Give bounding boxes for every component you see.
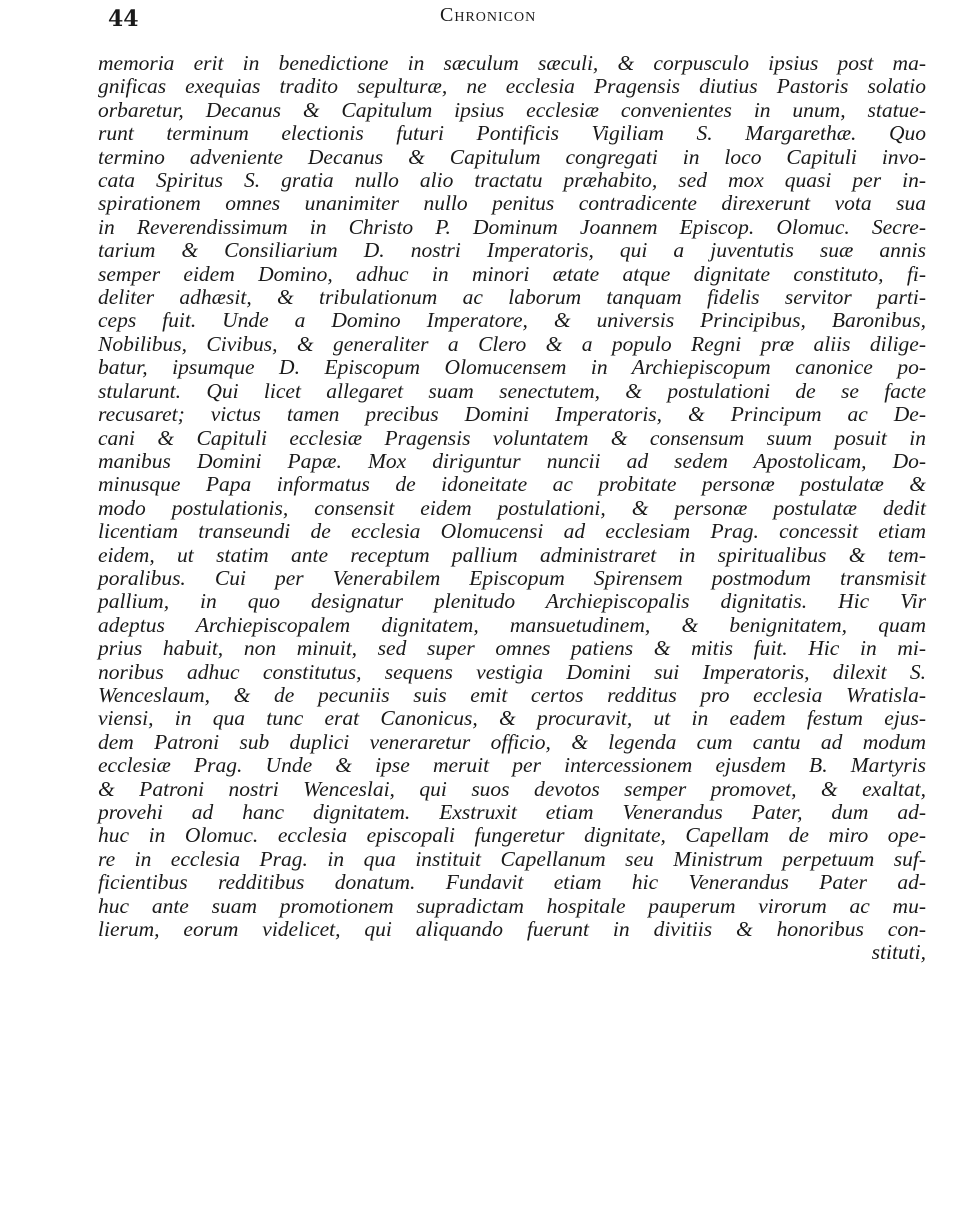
text-line: & Patroni nostri Wenceslai, qui suos devotos semper promovet, & exaltat, bbox=[98, 776, 926, 801]
text-line: orbaretur, Decanus & Capitulum ipsius ecclesiæ convenientes in unum, statue- bbox=[98, 97, 926, 122]
text-line: in Reverendissimum in Christo P. Dominum Joannem Episcop. Olomuc. Secre- bbox=[98, 214, 926, 239]
text-line: stituti, bbox=[871, 940, 926, 965]
text-line: modo postulationis, consensit eidem postulationi, & personæ postulatæ dedit bbox=[98, 495, 926, 520]
text-line: Wenceslaum, & de pecuniis suis emit certos redditus pro ecclesia Wratisla- bbox=[98, 682, 926, 707]
text-line: semper eidem Domino, adhuc in minori ætate atque dignitate constituto, fi- bbox=[98, 261, 926, 286]
text-line: tarium & Consiliarium D. nostri Imperatoris, qui a juventutis suæ annis bbox=[98, 238, 926, 263]
text-line: manibus Domini Papæ. Mox diriguntur nuncii ad sedem Apostolicam, Do- bbox=[98, 448, 926, 473]
text-line: pallium, in quo designatur plenitudo Archiepiscopalis dignitatis. Hic Vir bbox=[98, 589, 926, 614]
text-line: stularunt. Qui licet allegaret suam senectutem, & postulationi de se facte bbox=[98, 378, 926, 403]
text-line: noribus adhuc constitutus, sequens vestigia Domini sui Imperatoris, dilexit S. bbox=[98, 659, 926, 684]
text-line: ficientibus redditibus donatum. Fundavit etiam hic Venerandus Pater ad- bbox=[98, 870, 926, 895]
text-line: provehi ad hanc dignitatem. Exstruxit etiam Venerandus Pater, dum ad- bbox=[98, 800, 926, 824]
text-line: cani & Capituli ecclesiæ Pragensis voluntatem & consensum suum posuit in bbox=[98, 425, 926, 450]
text-line: batur, ipsumque D. Episcopum Olomucensem in Archiepiscopum canonice po- bbox=[98, 355, 926, 380]
text-line: huc in Olomuc. ecclesia episcopali fungeretur dignitate, Capellam de miro ope- bbox=[98, 823, 926, 848]
text-line: deliter adhæsit, & tribulationum ac laborum tanquam fidelis servitor parti- bbox=[98, 285, 926, 310]
running-head: Chronicon bbox=[440, 4, 537, 26]
text-line: huc ante suam promotionem supradictam hospitale pauperum virorum ac mu- bbox=[98, 893, 926, 918]
text-line: termino adveniente Decanus & Capitulum congregati in loco Capituli invo- bbox=[98, 144, 926, 169]
text-line: minusque Papa informatus de idoneitate ac probitate personæ postulatæ & bbox=[98, 472, 926, 497]
text-line: runt terminum electionis futuri Pontificis Vigiliam S. Margarethæ. Quo bbox=[98, 121, 926, 146]
text-line: eidem, ut statim ante receptum pallium administraret in spiritualibus & tem- bbox=[98, 542, 926, 567]
page-number: 44 bbox=[108, 6, 139, 32]
text-line: dem Patroni sub duplici veneraretur officio, & legenda cum cantu ad modum bbox=[98, 729, 926, 754]
page-header bbox=[0, 0, 960, 40]
text-line: cata Spiritus S. gratia nullo alio tractatu præhabito, sed mox quasi per in- bbox=[98, 168, 926, 193]
body-text bbox=[98, 52, 926, 965]
text-line: ecclesiæ Prag. Unde & ipse meruit per intercessionem ejusdem B. Martyris bbox=[98, 753, 926, 778]
text-line: memoria erit in benedictione in sæculum sæculi, & corpusculo ipsius post ma- bbox=[98, 51, 926, 75]
text-line: ceps fuit. Unde a Domino Imperatore, & universis Principibus, Baronibus, bbox=[98, 308, 926, 333]
text-line: recusaret; victus tamen precibus Domini Imperatoris, & Principum ac De- bbox=[98, 402, 926, 427]
text-line: Nobilibus, Civibus, & generaliter a Clero & a populo Regni præ aliis dilige- bbox=[98, 331, 926, 356]
text-line: poralibus. Cui per Venerabilem Episcopum Spirensem postmodum transmisit bbox=[98, 565, 926, 590]
text-line: adeptus Archiepiscopalem dignitatem, mansuetudinem, & benignitatem, quam bbox=[98, 612, 926, 637]
text-line: spirationem omnes unanimiter nullo penitus contradicente direxerunt vota sua bbox=[98, 191, 926, 216]
text-line: licentiam transeundi de ecclesia Olomucensi ad ecclesiam Prag. concessit etiam bbox=[98, 519, 926, 544]
text-line: lierum, eorum videlicet, qui aliquando fuerunt in divitiis & honoribus con- bbox=[98, 917, 926, 942]
text-line: re in ecclesia Prag. in qua instituit Capellanum seu Ministrum perpetuum suf- bbox=[98, 846, 926, 871]
text-line: gnificas exequias tradito sepulturæ, ne ecclesia Pragensis diutius Pastoris solatio bbox=[98, 74, 926, 99]
text-line: viensi, in qua tunc erat Canonicus, & procuravit, ut in eadem festum ejus- bbox=[98, 706, 926, 731]
text-line: prius habuit, non minuit, sed super omnes patiens & mitis fuit. Hic in mi- bbox=[98, 636, 926, 661]
